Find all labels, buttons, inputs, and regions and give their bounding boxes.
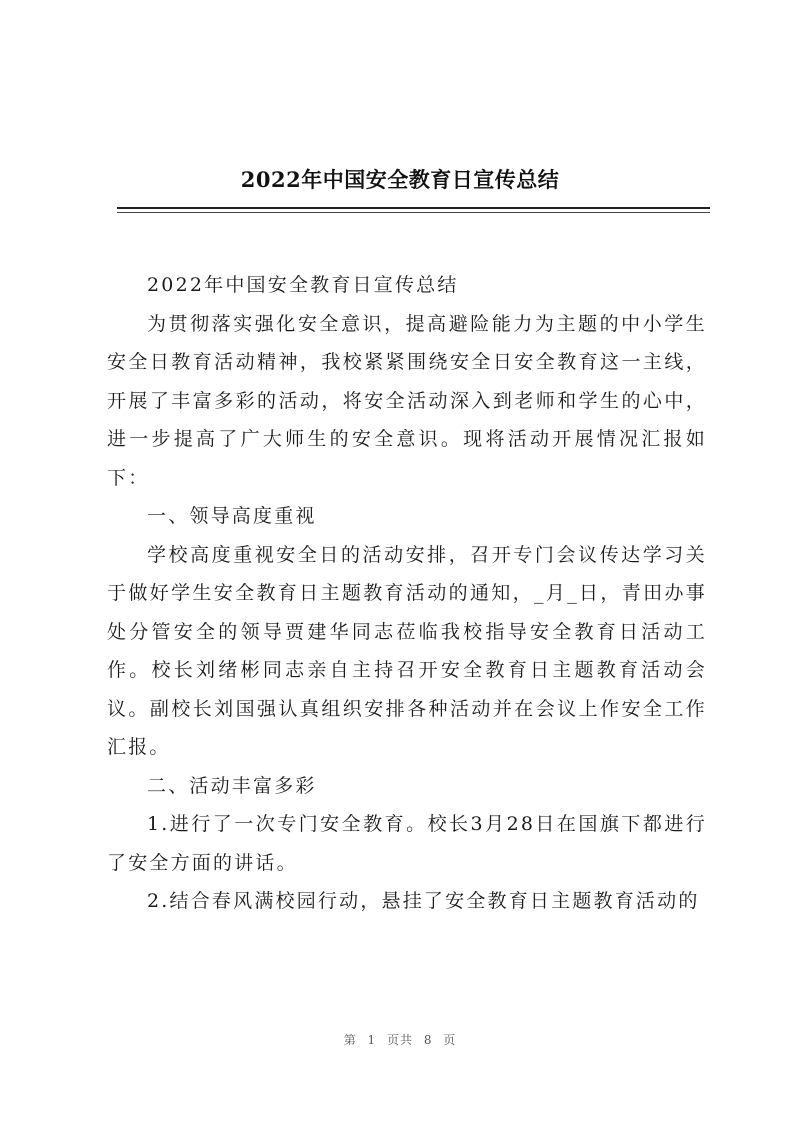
paragraph-activity-1: 1.进行了一次专门安全教育。校长3月28日在国旗下都进行了安全方面的讲话。 bbox=[107, 813, 707, 874]
title-rule-thin bbox=[117, 212, 710, 213]
document-body bbox=[107, 266, 707, 921]
section-heading-activities: 二、活动丰富多彩 bbox=[147, 774, 317, 797]
page-footer: 第 1 页共 8 页 bbox=[343, 1033, 457, 1047]
paragraph-subtitle: 2022年中国安全教育日宣传总结 bbox=[147, 274, 459, 296]
title-rule-thick bbox=[117, 207, 710, 209]
paragraph-activity-2: 2.结合春风满校园行动，悬挂了安全教育日主题教育活动的 bbox=[147, 890, 700, 912]
section-heading-leadership: 一、领导高度重视 bbox=[147, 505, 317, 527]
paragraph-leadership: 学校高度重视安全日的活动安排，召开专门会议传达学习关于做好学生安全教育日主题教育活动的通知，_月_日，青田办事处分管安全的领导贾建华同志莅临我校指导安全教育日活动工作。校长刘绪彬同志亲自主持召开安全教育日主题教育活动会议。副校长刘国强认真组织安排各种活动并在会议上作安全工作汇报。 bbox=[107, 543, 707, 758]
paragraph-intro: 为贯彻落实强化安全意识，提高避险能力为主题的中小学生安全日教育活动精神，我校紧紧围绕安全日安全教育这一主线，开展了丰富多彩的活动，将安全活动深入到老师和学生的心中，进一步提高了广大师生的安全意识。现将活动开展情况汇报如下： bbox=[107, 312, 707, 489]
document-title: 2022年中国安全教育日宣传总结 bbox=[240, 167, 560, 192]
